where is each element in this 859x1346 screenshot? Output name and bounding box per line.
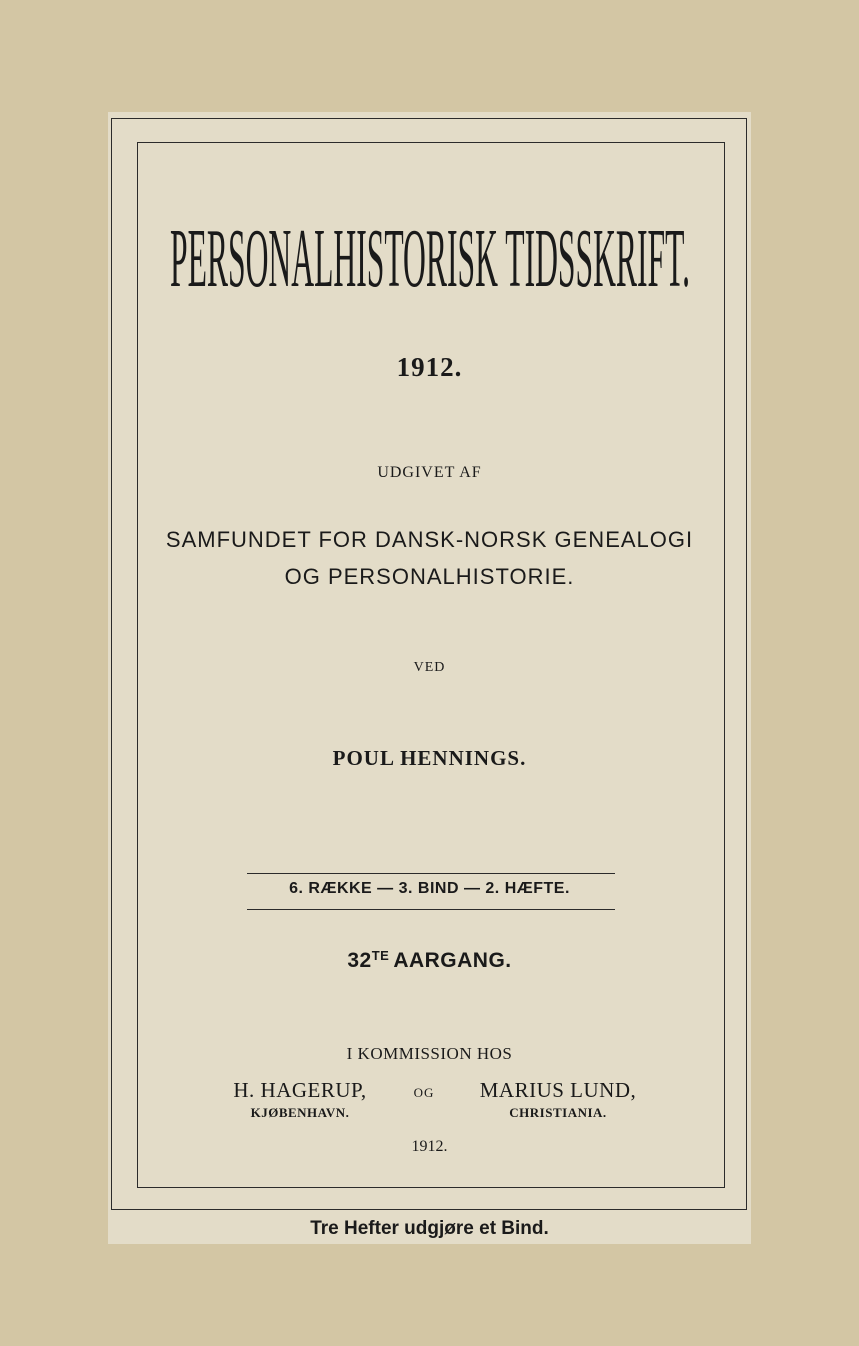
journal-title-text: PERSONALHISTORISK TIDSSKRIFT. bbox=[169, 212, 690, 298]
footer-note: Tre Hefter udgjøre et Bind. bbox=[310, 1218, 549, 1239]
publisher-right-city: CHRISTIANIA. bbox=[509, 1105, 607, 1120]
commission-label: I KOMMISSION HOS bbox=[346, 1044, 513, 1063]
volume-number: 32 bbox=[347, 949, 372, 972]
journal-title-svg bbox=[160, 208, 700, 298]
divider-bottom bbox=[247, 909, 615, 910]
society-name-line-1: SAMFUNDET FOR DANSK-NORSK GENEALOGI bbox=[165, 527, 694, 552]
society-name-line-2: OG PERSONALHISTORIE. bbox=[284, 564, 575, 589]
publisher-left-name: H. HAGERUP, bbox=[233, 1078, 367, 1102]
publisher-right-name: MARIUS LUND, bbox=[479, 1078, 637, 1102]
published-by-label: UDGIVET AF bbox=[377, 464, 482, 481]
publisher-left-city: KJØBENHAVN. bbox=[250, 1105, 350, 1120]
by-label: VED bbox=[413, 660, 446, 675]
publication-year: 1912. bbox=[411, 1138, 448, 1155]
editor-name: POUL HENNINGS. bbox=[332, 746, 527, 770]
volume-word: AARGANG. bbox=[393, 949, 512, 972]
volume-suffix: TE bbox=[371, 948, 390, 963]
issue-year: 1912. bbox=[396, 352, 463, 382]
publisher-left bbox=[205, 1078, 395, 1121]
divider-top bbox=[247, 873, 615, 874]
journal-title bbox=[0, 208, 859, 298]
publisher-right bbox=[458, 1078, 658, 1121]
volume-line bbox=[0, 948, 859, 973]
series-info: 6. RÆKKE — 3. BIND — 2. HÆFTE. bbox=[289, 880, 570, 897]
conjunction: OG bbox=[413, 1085, 435, 1100]
